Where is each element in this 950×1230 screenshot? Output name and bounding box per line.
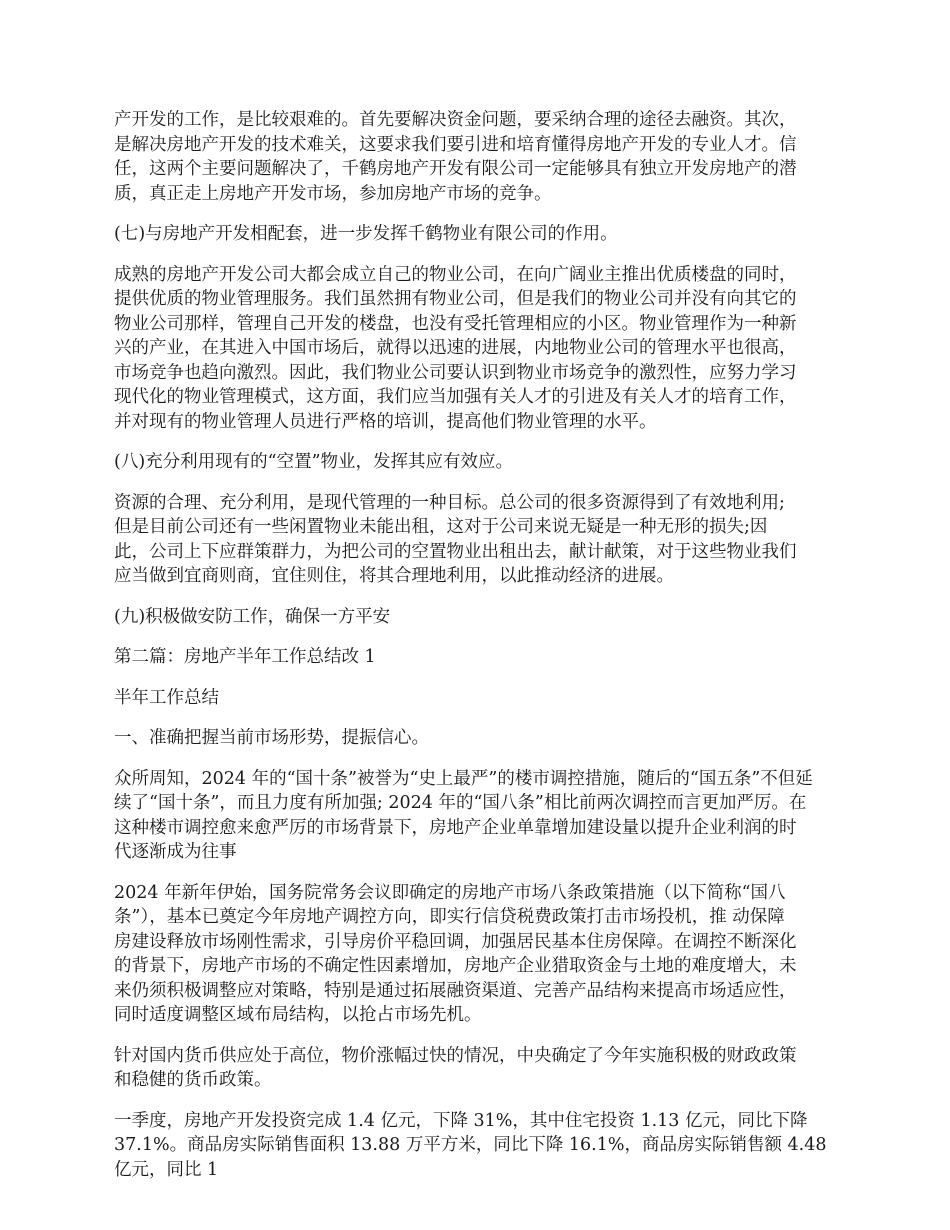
paragraph-line: 但是目前公司还有一些闲置物业未能出租，这对于公司来说无疑是一种无形的损失;因 [114,517,768,537]
paragraph-line: 的背景下，房地产市场的不确定性因素增加，房地产企业猎取资金与土地的难度增大，未 [114,956,797,976]
paragraph-line: 亿元，同比 1 [114,1159,219,1180]
paragraph-line: 续了“国十条”，而且力度有所加强; 2024 年的“国八条”相比前两次调控而言更加严厉。在 [114,793,807,813]
paragraph-line: 条”），基本已奠定今年房地产调控方向，即实行信贷税费政策打击市场投机，推 动保障 [114,907,785,927]
section-heading: 第二篇：房地产半年工作总结改 1 [114,647,376,667]
paragraph-line: 任，这两个主要问题解决了，千鹤房地产开发有限公司一定能够具有独立开发房地产的潜 [114,159,797,179]
section-heading: 半年工作总结 [114,687,219,708]
body-paragraph [114,767,842,865]
paragraph-line: 是解决房地产开发的技术难关，这要求我们要引进和培育懂得房地产开发的专业人才。信 [114,134,797,155]
section-heading: (八)充分利用现有的“空置”物业，发挥其应有效应。 [114,452,514,472]
paragraph-line: 产开发的工作，是比较艰难的。首先要解决资金问题，要采纳合理的途径去融资。其次， [114,110,797,130]
paragraph-line: 资源的合理、充分利用，是现代管理的一种目标。总公司的很多资源得到了有效地利用; [114,492,785,513]
paragraph-line: 市场竞争也趋向激烈。因此，我们物业公司要认识到物业市场竞争的激烈性，应努力学习 [114,362,797,383]
section-heading: (九)积极做安防工作，确保一方平安 [114,606,391,627]
body-paragraph [114,881,842,1028]
paragraph-line: 成熟的房地产开发公司大都会成立自己的物业公司，在向广阔业主推出优质楼盘的同时， [114,264,797,285]
paragraph-line: 并对现有的物业管理人员进行严格的培训，提高他们物业管理的水平。 [114,411,657,432]
paragraph-line: 来仍须积极调整应对策略，特别是通过拓展融资渠道、完善产品结构来提高市场适应性， [114,980,797,1001]
paragraph-line: 此，公司上下应群策群力，为把公司的空置物业出租出去，献计献策，对于这些物业我们 [114,541,797,562]
section-heading: 一、准确把握当前市场形势，提振信心。 [114,728,429,748]
paragraph-line: 这种楼市调控愈来愈严厉的市场背景下，房地产企业单靠增加建设量以提升企业利润的时 [114,817,797,838]
paragraph-line: 针对国内货币供应处于高位，物价涨幅过快的情况，中央确定了今年实施积极的财政政策 [114,1045,797,1066]
body-paragraph [114,108,842,206]
body-paragraph [114,1044,842,1093]
paragraph-line: 37.1%。商品房实际销售面积 13.88 万平方米，同比下降 16.1%，商品房实际销售额 4.48 [114,1135,827,1155]
paragraph-line: 质，真正走上房地产开发市场，参加房地产市场的竞争。 [114,183,552,204]
body-paragraph [114,1109,842,1183]
paragraph-line: 应当做到宜商则商，宜住则住，将其合理地利用，以此推动经济的进展。 [114,566,674,586]
paragraph-line: 同时适度调整区域布局结构，以抢占市场先机。 [114,1005,482,1025]
document-page [114,108,842,1198]
paragraph-line: 物业公司那样，管理自己开发的楼盘，也没有受托管理相应的小区。物业管理作为一种新 [114,313,797,334]
section-heading: (七)与房地产开发相配套，进一步发挥千鹤物业有限公司的作用。 [114,224,618,244]
paragraph-line: 2024 年新年伊始，国务院常务会议即确定的房地产市场八条政策措施（以下简称“国八 [114,882,786,903]
paragraph-line: 代逐渐成为往事 [114,842,237,862]
body-paragraph [114,263,842,435]
paragraph-line: 兴的产业，在其进入中国市场后，就得以迅速的进展，内地物业公司的管理水平也很高， [114,338,797,358]
paragraph-line: 一季度，房地产开发投资完成 1.4 亿元，下降 31%，其中住宅投资 1.13 亿元，同比下降 [114,1110,808,1131]
paragraph-line: 房建设释放市场刚性需求，引导房价平稳回调，加强居民基本住房保障。在调控不断深化 [114,931,797,952]
body-paragraph [114,491,842,589]
paragraph-line: 提供优质的物业管理服务。我们虽然拥有物业公司，但是我们的物业公司并没有向其它的 [114,289,797,309]
paragraph-line: 现代化的物业管理模式，这方面，我们应当加强有关人才的引进及有关人才的培育工作， [114,387,797,407]
paragraph-line: 和稳健的货币政策。 [114,1070,272,1090]
paragraph-line: 众所周知，2024 年的“国十条”被誉为“史上最严”的楼市调控措施，随后的“国五条”不但延 [114,768,813,789]
